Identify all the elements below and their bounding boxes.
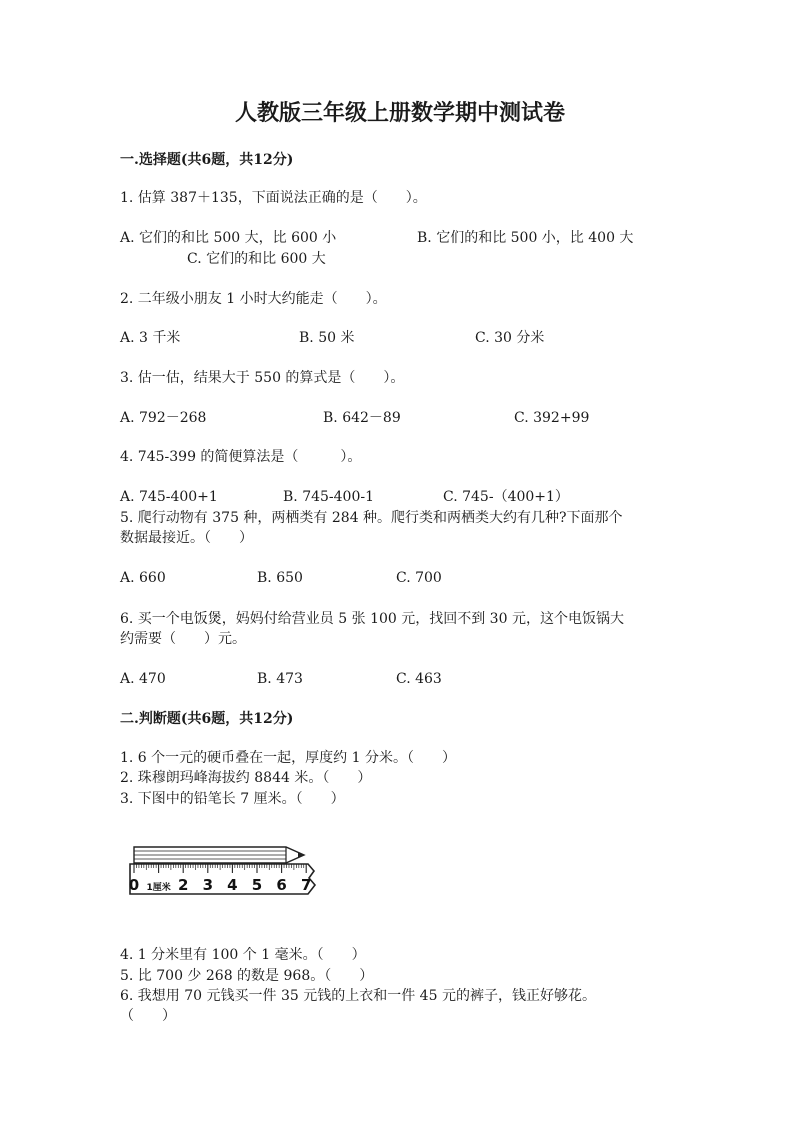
section1-heading: 一.选择题(共6题，共12分): [120, 152, 294, 168]
q2-option-a: A. 3 千米: [120, 330, 181, 346]
q2-stem: 2. 二年级小朋友 1 小时大约能走（ ）。: [120, 291, 387, 307]
judge-item-2: 2. 珠穆朗玛峰海拔约 8844 米。（ ）: [120, 770, 372, 786]
q5-option-a: A. 660: [120, 570, 166, 586]
ruler-label: 5: [251, 876, 263, 894]
ruler-label: 2: [177, 876, 189, 894]
judge-item-6-blank: （ ）: [120, 1008, 176, 1024]
judge-item-4: 4. 1 分米里有 100 个 1 毫米。（ ）: [120, 947, 366, 963]
q6-option-b: B. 473: [257, 671, 303, 687]
q5-option-b: B. 650: [257, 570, 303, 586]
q3-option-b: B. 642－89: [323, 410, 401, 426]
judge-item-1: 1. 6 个一元的硬币叠在一起，厚度约 1 分米。（ ）: [120, 750, 456, 766]
ruler-label: 7: [300, 876, 312, 894]
q3-option-c: C. 392+99: [514, 410, 590, 426]
q3-option-a: A. 792－268: [120, 410, 207, 426]
judge-item-5: 5. 比 700 少 268 的数是 968。（ ）: [120, 968, 374, 984]
q2-option-c: C. 30 分米: [475, 330, 545, 346]
q2-option-b: B. 50 米: [299, 330, 355, 346]
q6-stem-line2: 约需要（ ）元。: [120, 631, 246, 647]
q4-option-a: A. 745-400+1: [120, 489, 218, 505]
judge-item-3: 3. 下图中的铅笔长 7 厘米。（ ）: [120, 791, 345, 807]
section2-heading: 二.判断题(共6题，共12分): [120, 711, 294, 727]
q4-stem: 4. 745-399 的简便算法是（ ）。: [120, 449, 362, 465]
ruler-pencil-figure: [126, 838, 322, 900]
pencil-icon: [134, 847, 304, 863]
q3-stem: 3. 估一估，结果大于 550 的算式是（ ）。: [120, 370, 405, 386]
ruler-label: 1厘米: [146, 883, 171, 893]
q6-option-a: A. 470: [120, 671, 166, 687]
q6-option-c: C. 463: [396, 671, 442, 687]
q1-stem: 1. 估算 387＋135，下面说法正确的是（ ）。: [120, 190, 427, 206]
q5-option-c: C. 700: [396, 570, 442, 586]
q1-option-c: C. 它们的和比 600 大: [187, 251, 326, 267]
q1-option-a: A. 它们的和比 500 大，比 600 小: [120, 230, 337, 246]
q1-option-b: B. 它们的和比 500 小，比 400 大: [417, 230, 634, 246]
ruler-label: 0: [128, 876, 140, 894]
ruler-label: 4: [227, 876, 238, 894]
q4-option-c: C. 745-（400+1）: [443, 489, 569, 505]
q5-stem-line1: 5. 爬行动物有 375 种，两栖类有 284 种。爬行类和两栖类大约有几种?下面那个: [120, 510, 623, 526]
page-title: 人教版三年级上册数学期中测试卷: [234, 100, 565, 126]
ruler-label: 3: [202, 876, 214, 894]
q4-option-b: B. 745-400-1: [283, 489, 374, 505]
judge-item-6: 6. 我想用 70 元钱买一件 35 元钱的上衣和一件 45 元的裤子，钱正好够花。: [120, 988, 596, 1004]
q5-stem-line2: 数据最接近。（ ）: [120, 530, 253, 546]
ruler-label: 6: [276, 876, 287, 894]
q6-stem-line1: 6. 买一个电饭煲，妈妈付给营业员 5 张 100 元，找回不到 30 元，这个电饭锅大: [120, 611, 624, 627]
